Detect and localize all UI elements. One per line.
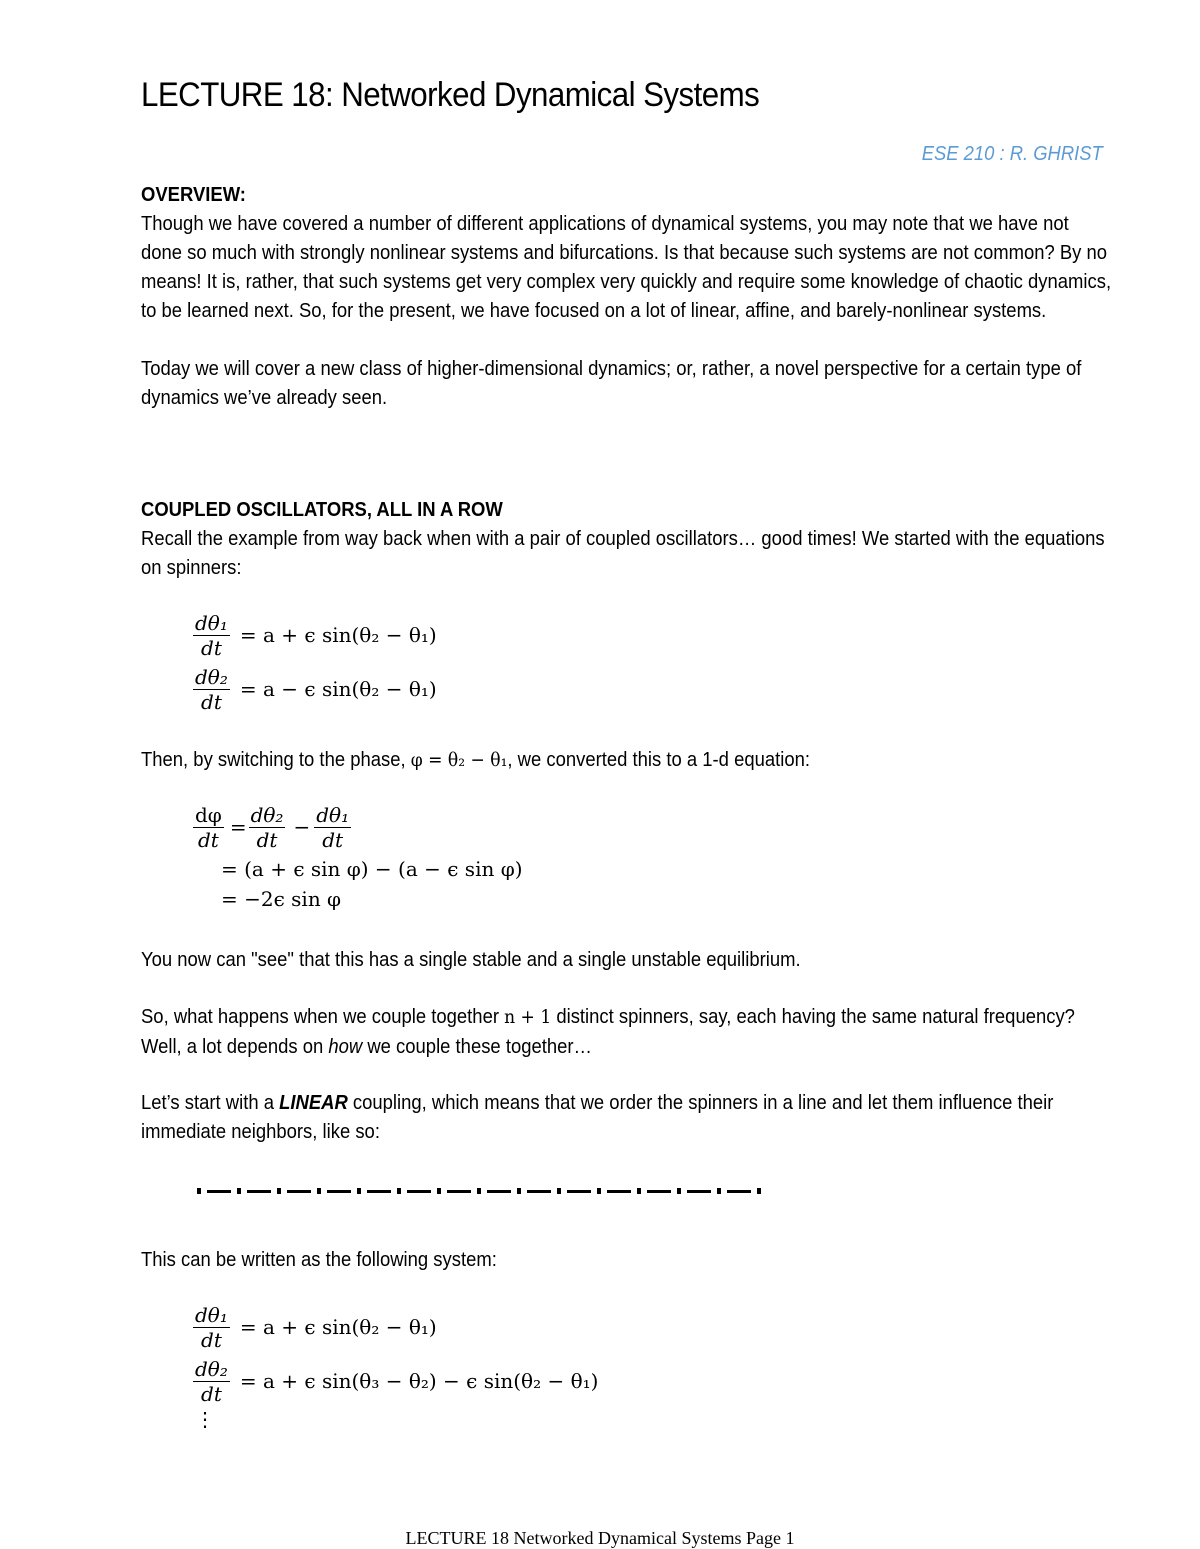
text: Then, by switching to the phase,	[141, 748, 406, 771]
chain-edge	[527, 1190, 551, 1193]
system-equation-2	[193, 1354, 598, 1408]
numerator: dθ₁	[316, 802, 350, 827]
chain-edge	[207, 1190, 231, 1193]
phase-paragraph	[141, 745, 1113, 775]
phase-definition: φ = θ₂ − θ₁	[410, 749, 508, 771]
chain-node	[317, 1188, 321, 1194]
fraction	[193, 665, 230, 714]
chain-node	[357, 1188, 361, 1194]
chain-node	[397, 1188, 401, 1194]
denominator: dt	[322, 827, 344, 852]
vertical-ellipsis: ⋮	[195, 1407, 215, 1431]
linear-paragraph	[141, 1088, 1113, 1146]
denominator: dt	[201, 635, 222, 660]
text: distinct spinners, say, each having the same natural frequency? Well, a lot depends on	[141, 1005, 1075, 1058]
chain-node	[277, 1188, 281, 1194]
chain-edge	[247, 1190, 271, 1193]
denominator: dt	[201, 689, 222, 714]
chain-edge	[327, 1190, 351, 1193]
chain-node	[597, 1188, 601, 1194]
numerator: dθ₁	[195, 1302, 228, 1327]
denominator: dt	[201, 1381, 222, 1406]
chain-node	[637, 1188, 641, 1194]
text: we couple these together…	[367, 1035, 592, 1058]
chain-edge	[727, 1190, 751, 1193]
numerator: dθ₂	[250, 802, 284, 827]
numerator: dθ₂	[195, 1356, 228, 1381]
overview-paragraph-2: Today we will cover a new class of higher-dimensional dynamics; or, rather, a novel perspective for a certain type of dynamics we’ve already seen.	[141, 357, 1082, 409]
emphasis: how	[328, 1035, 363, 1058]
numerator: dθ₂	[195, 664, 228, 689]
fraction	[193, 611, 230, 660]
fraction	[314, 803, 351, 852]
overview-section	[141, 180, 1113, 412]
text: coupling, which means that we order the spinners in a line and let them influence their immediate neighbors, like so:	[141, 1091, 1054, 1143]
chain-node	[517, 1188, 521, 1194]
chain-node	[437, 1188, 441, 1194]
chain-edge	[487, 1190, 511, 1193]
chain-node	[557, 1188, 561, 1194]
equation-rhs: = a + ϵ sin(θ₃ − θ₂) − ϵ sin(θ₂ − θ₁)	[239, 1369, 599, 1393]
chain-node	[757, 1188, 761, 1194]
chain-edge	[407, 1190, 431, 1193]
phase-equation-line-1	[193, 800, 523, 854]
equation-2	[193, 662, 437, 716]
chain-node	[237, 1188, 241, 1194]
minus: −	[293, 815, 311, 839]
spinner-equations	[193, 608, 437, 716]
phase-equation-line-3: = −2ϵ sin φ	[221, 887, 342, 911]
chain-node	[197, 1188, 201, 1194]
equation-rhs: = a + ϵ sin(θ₂ − θ₁)	[239, 1315, 437, 1339]
text: Let’s start with a	[141, 1091, 274, 1114]
page-title: LECTURE 18: Networked Dynamical Systems	[141, 76, 760, 114]
course-tag: ESE 210 : R. GHRIST	[922, 143, 1103, 165]
equation-rhs: = a + ϵ sin(θ₂ − θ₁)	[239, 623, 437, 647]
coupled-section	[141, 495, 1113, 582]
system-equation-1	[193, 1300, 598, 1354]
fraction	[193, 1303, 230, 1352]
question-paragraph	[141, 1002, 1113, 1061]
equals: =	[229, 815, 247, 839]
coupled-intro: Recall the example from way back when with a pair of coupled oscillators… good times! We started with the equations on spinners:	[141, 527, 1105, 579]
equation-1	[193, 608, 437, 662]
fraction	[193, 1357, 230, 1406]
denominator: dt	[201, 1327, 222, 1352]
text: , we converted this to a 1-d equation:	[507, 748, 810, 771]
linear-chain-diagram	[197, 1188, 761, 1194]
numerator: dφ	[195, 802, 222, 827]
chain-edge	[287, 1190, 311, 1193]
denominator: dt	[256, 827, 278, 852]
chain-edge	[567, 1190, 591, 1193]
see-paragraph: You now can "see" that this has a single stable and a single unstable equilibrium.	[141, 948, 801, 971]
overview-heading: OVERVIEW:	[141, 183, 246, 206]
linear-emphasis: LINEAR	[279, 1091, 348, 1114]
chain-edge	[367, 1190, 391, 1193]
phase-equation	[193, 800, 523, 914]
denominator: dt	[197, 827, 219, 852]
system-intro: This can be written as the following system:	[141, 1248, 497, 1271]
fraction	[249, 803, 286, 852]
chain-edge	[687, 1190, 711, 1193]
chain-edge	[647, 1190, 671, 1193]
n-plus-one: n + 1	[504, 1006, 552, 1028]
chain-node	[717, 1188, 721, 1194]
numerator: dθ₁	[195, 610, 228, 635]
overview-paragraph-1: Though we have covered a number of different applications of dynamical systems, you may note that we have not done so much with strongly nonlinear systems and bifurcations. Is that because such systems are not common? By no means! It is, rather, that such systems get very complex very quickly and require some knowledge of chaotic dynamics, to be learned next. So, for the present, we have focused on a lot of linear, affine, and barely-nonlinear systems.	[141, 212, 1112, 322]
chain-edge	[607, 1190, 631, 1193]
chain-node	[477, 1188, 481, 1194]
page-footer: LECTURE 18 Networked Dynamical Systems Page 1	[405, 1528, 795, 1548]
text: So, what happens when we couple together	[141, 1005, 499, 1028]
chain-node	[677, 1188, 681, 1194]
equation-rhs: = a − ϵ sin(θ₂ − θ₁)	[239, 677, 437, 701]
fraction	[193, 803, 224, 852]
system-equations	[193, 1300, 598, 1430]
phase-equation-line-2: = (a + ϵ sin φ) − (a − ϵ sin φ)	[221, 857, 523, 881]
coupled-heading: COUPLED OSCILLATORS, ALL IN A ROW	[141, 498, 503, 521]
chain-edge	[447, 1190, 471, 1193]
